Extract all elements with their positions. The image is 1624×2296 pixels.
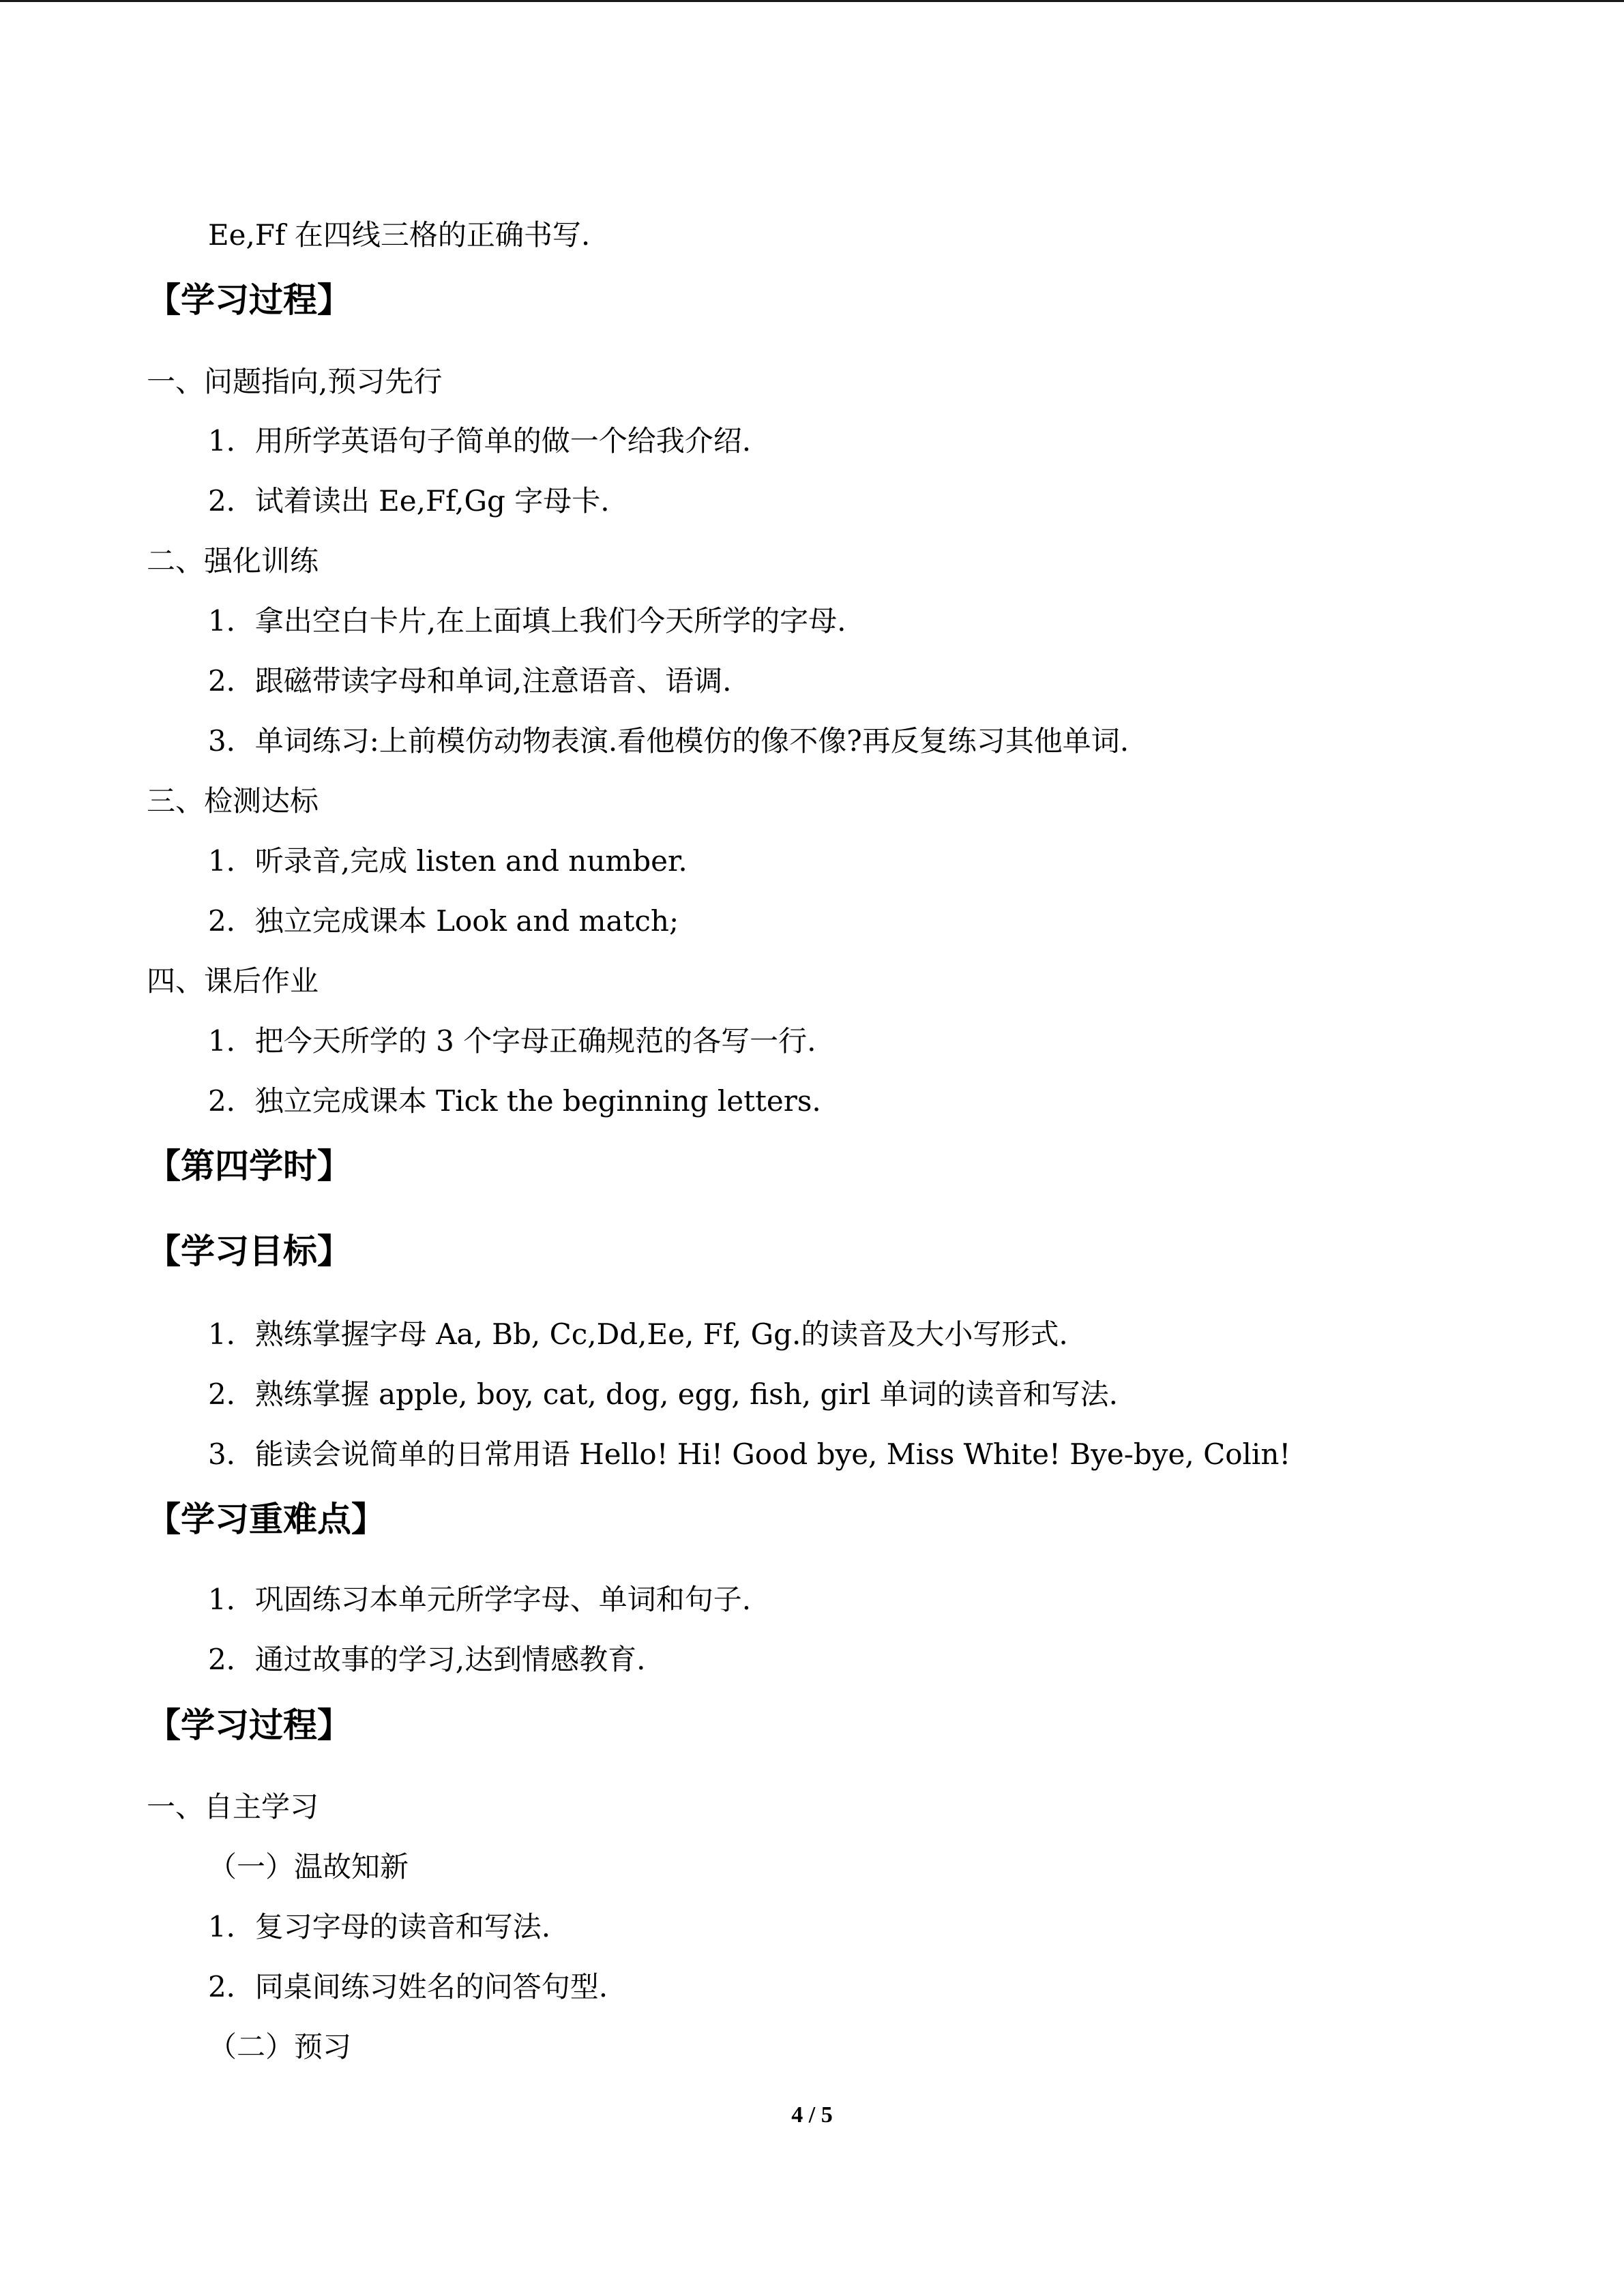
list-item: 3．能读会说简单的日常用语 Hello! Hi! Good bye, Miss White! Bye-bye, Colin! xyxy=(208,1437,1291,1471)
subsection-heading: 二、强化训练 xyxy=(147,544,319,578)
section-heading-learning-goals: 【学习目标】 xyxy=(147,1232,351,1271)
list-item: 2．跟磁带读字母和单词,注意语音、语调. xyxy=(208,664,732,698)
body-text-line: Ee,Ff 在四线三格的正确书写. xyxy=(208,218,591,252)
list-item: 1．复习字母的读音和写法. xyxy=(208,1910,551,1943)
subsection-heading: 三、检测达标 xyxy=(147,784,319,818)
list-item: 1．把今天所学的 3 个字母正确规范的各写一行. xyxy=(208,1024,816,1058)
subsection-heading: 一、问题指向,预习先行 xyxy=(147,365,443,398)
subsection-heading: 四、课后作业 xyxy=(147,964,319,998)
list-item: 1．用所学英语句子简单的做一个给我介绍. xyxy=(208,424,752,458)
page-top-border xyxy=(0,0,1624,2)
section-heading-learning-process: 【学习过程】 xyxy=(147,280,351,320)
subsection-heading: 一、自主学习 xyxy=(147,1790,319,1823)
list-item: 2．熟练掌握 apple, boy, cat, dog, egg, fish, girl 单词的读音和写法. xyxy=(208,1377,1118,1411)
list-item: 3．单词练习:上前模仿动物表演.看他模仿的像不像?再反复练习其他单词. xyxy=(208,724,1130,758)
list-item: 2．独立完成课本 Tick the beginning letters. xyxy=(208,1084,821,1118)
list-item: 1．听录音,完成 listen and number. xyxy=(208,844,688,878)
list-item: 1．熟练掌握字母 Aa, Bb, Cc,Dd,Ee, Ff, Gg.的读音及大小写形式. xyxy=(208,1317,1068,1351)
sub-subsection-heading: （二）预习 xyxy=(208,2030,352,2063)
sub-subsection-heading: （一）温故知新 xyxy=(208,1850,409,1883)
list-item: 2．试着读出 Ee,Ff,Gg 字母卡. xyxy=(208,484,610,518)
list-item: 2．通过故事的学习,达到情感教育. xyxy=(208,1643,646,1676)
list-item: 1．拿出空白卡片,在上面填上我们今天所学的字母. xyxy=(208,604,846,638)
section-heading-fourth-period: 【第四学时】 xyxy=(147,1146,351,1186)
page-number: 4 / 5 xyxy=(791,2102,833,2128)
section-heading-learning-process: 【学习过程】 xyxy=(147,1705,351,1745)
list-item: 2．同桌间练习姓名的问答句型. xyxy=(208,1970,608,2003)
list-item: 2．独立完成课本 Look and match; xyxy=(208,904,679,938)
section-heading-key-points: 【学习重难点】 xyxy=(147,1500,385,1539)
list-item: 1．巩固练习本单元所学字母、单词和句子. xyxy=(208,1583,752,1616)
